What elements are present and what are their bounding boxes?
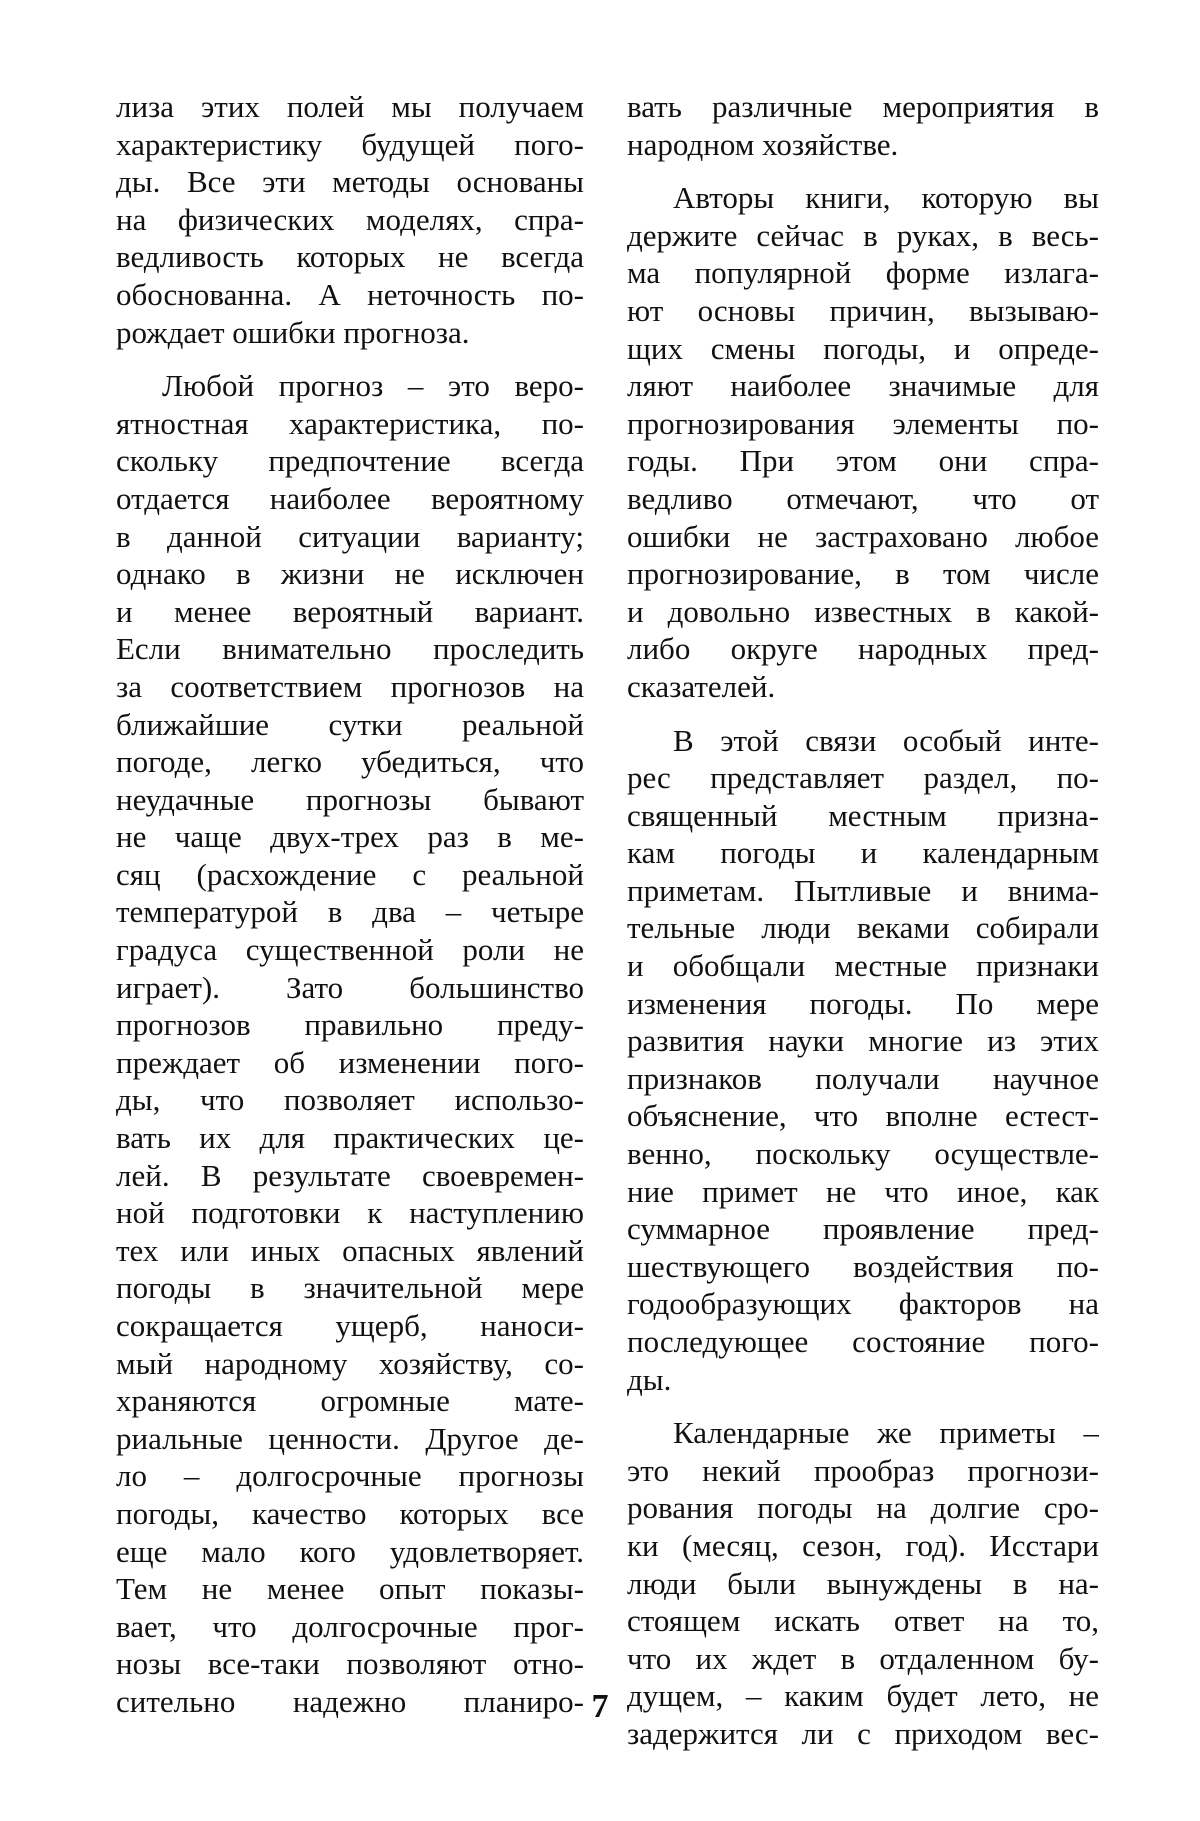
text-line: обоснованна. А неточность по- [116, 276, 584, 314]
text-line: ошибки не застраховано любое [627, 518, 1099, 556]
text-line: ют основы причин, вызываю- [627, 292, 1099, 330]
text-line: дущем, – каким будет лето, не [627, 1677, 1099, 1715]
text-line: сокращается ущерб, наноси- [116, 1307, 584, 1345]
text-line: нозы все-таки позволяют отно- [116, 1645, 584, 1683]
text-line: лей. В результате своевремен- [116, 1157, 584, 1195]
text-line: неудачные прогнозы бывают [116, 781, 584, 819]
text-line: ло – долгосрочные прогнозы [116, 1457, 584, 1495]
text-line: отдается наиболее вероятному [116, 480, 584, 518]
text-line: не чаще двух-трех раз в ме- [116, 818, 584, 856]
text-line: священный местным призна- [627, 797, 1099, 835]
text-line: рес представляет раздел, по- [627, 759, 1099, 797]
text-line: температурой в два – четыре [116, 893, 584, 931]
text-line: прогнозирование, в том числе [627, 555, 1099, 593]
text-line: народном хозяйстве. [627, 126, 1099, 164]
text-line: ки (месяц, сезон, год). Исстари [627, 1527, 1099, 1565]
text-line: играет). Зато большинство [116, 969, 584, 1007]
text-line: вать их для практических це- [116, 1119, 584, 1157]
text-line: ведливо отмечают, что от [627, 480, 1099, 518]
text-line: прогнозирования элементы по- [627, 405, 1099, 443]
paragraph-gap [627, 706, 1099, 722]
text-line: за соответствием прогнозов на [116, 668, 584, 706]
text-line: годообразующих факторов на [627, 1285, 1099, 1323]
text-line: тех или иных опасных явлений [116, 1232, 584, 1270]
paragraph [116, 88, 584, 351]
text-line: либо округе народных пред- [627, 630, 1099, 668]
text-line: Календарные же приметы – [627, 1414, 1099, 1452]
text-line: вать различные мероприятия в [627, 88, 1099, 126]
text-line: однако в жизни не исключен [116, 555, 584, 593]
text-line: погоды, качество которых все [116, 1495, 584, 1533]
text-line: Если внимательно проследить [116, 630, 584, 668]
text-line: суммарное проявление пред- [627, 1210, 1099, 1248]
text-line: ма популярной форме излага- [627, 254, 1099, 292]
text-line: мый народному хозяйству, со- [116, 1345, 584, 1383]
text-line: объяснение, что вполне естест- [627, 1097, 1099, 1135]
text-line: ближайшие сутки реальной [116, 706, 584, 744]
text-line: риальные ценности. Другое де- [116, 1420, 584, 1458]
text-line: что их ждет в отдаленном бу- [627, 1640, 1099, 1678]
text-line: прогнозов правильно преду- [116, 1006, 584, 1044]
text-line: на физических моделях, спра- [116, 201, 584, 239]
text-line: венно, поскольку осуществле- [627, 1135, 1099, 1173]
text-line: люди были вынуждены в на- [627, 1565, 1099, 1603]
text-line: стоящем искать ответ на то, [627, 1602, 1099, 1640]
text-line: градуса существенной роли не [116, 931, 584, 969]
text-line: приметам. Пытливые и внима- [627, 872, 1099, 910]
text-line: тельные люди веками собирали [627, 909, 1099, 947]
text-line: скольку предпочтение всегда [116, 442, 584, 480]
text-line: В этой связи особый инте- [627, 722, 1099, 760]
paragraph-gap [627, 1398, 1099, 1414]
text-line: лиза этих полей мы получаем [116, 88, 584, 126]
text-line: ятностная характеристика, по- [116, 405, 584, 443]
page-number: 7 [0, 1688, 1200, 1726]
text-line: сяц (расхождение с реальной [116, 856, 584, 894]
text-line: задержится ли с приходом вес- [627, 1715, 1099, 1753]
text-line: держите сейчас в руках, в весь- [627, 217, 1099, 255]
text-line: ляют наиболее значимые для [627, 367, 1099, 405]
text-line: храняются огромные мате- [116, 1382, 584, 1420]
text-line: ной подготовки к наступлению [116, 1194, 584, 1232]
text-line: признаков получали научное [627, 1060, 1099, 1098]
paragraph [116, 367, 584, 1720]
text-line: еще мало кого удовлетворяет. [116, 1533, 584, 1571]
text-line: щих смены погоды, и опреде- [627, 330, 1099, 368]
text-line: ние примет не что иное, как [627, 1173, 1099, 1211]
text-line: характеристику будущей пого- [116, 126, 584, 164]
text-line: ды. [627, 1361, 1099, 1399]
text-line: последующее состояние пого- [627, 1323, 1099, 1361]
text-line: и довольно известных в какой- [627, 593, 1099, 631]
text-line: шествующего воздействия по- [627, 1248, 1099, 1286]
text-line: ды, что позволяет использо- [116, 1081, 584, 1119]
paragraph [627, 88, 1099, 163]
text-line: ведливость которых не всегда [116, 238, 584, 276]
text-line: погоде, легко убедиться, что [116, 743, 584, 781]
text-line: рождает ошибки прогноза. [116, 314, 584, 352]
text-line: изменения погоды. По мере [627, 985, 1099, 1023]
text-line: Тем не менее опыт показы- [116, 1570, 584, 1608]
paragraph-gap [116, 351, 584, 367]
text-line: в данной ситуации варианту; [116, 518, 584, 556]
text-line: погоды в значительной мере [116, 1269, 584, 1307]
text-line: Авторы книги, которую вы [627, 179, 1099, 217]
paragraph [627, 179, 1099, 705]
paragraph [627, 722, 1099, 1399]
left-column [116, 88, 584, 1721]
text-line: годы. При этом они спра- [627, 442, 1099, 480]
right-column [627, 88, 1099, 1753]
text-line: вает, что долгосрочные прог- [116, 1608, 584, 1646]
text-line: преждает об изменении пого- [116, 1044, 584, 1082]
text-line: ды. Все эти методы основаны [116, 163, 584, 201]
text-line: кам погоды и календарным [627, 834, 1099, 872]
text-line: и менее вероятный вариант. [116, 593, 584, 631]
text-line: это некий прообраз прогнози- [627, 1452, 1099, 1490]
text-line: сказателей. [627, 668, 1099, 706]
text-line: и обобщали местные признаки [627, 947, 1099, 985]
book-page [0, 0, 1200, 1821]
text-line: развития науки многие из этих [627, 1022, 1099, 1060]
text-line: сительно надежно планиро- [116, 1683, 584, 1721]
paragraph-gap [627, 163, 1099, 179]
text-line: рования погоды на долгие сро- [627, 1489, 1099, 1527]
text-line: Любой прогноз – это веро- [116, 367, 584, 405]
